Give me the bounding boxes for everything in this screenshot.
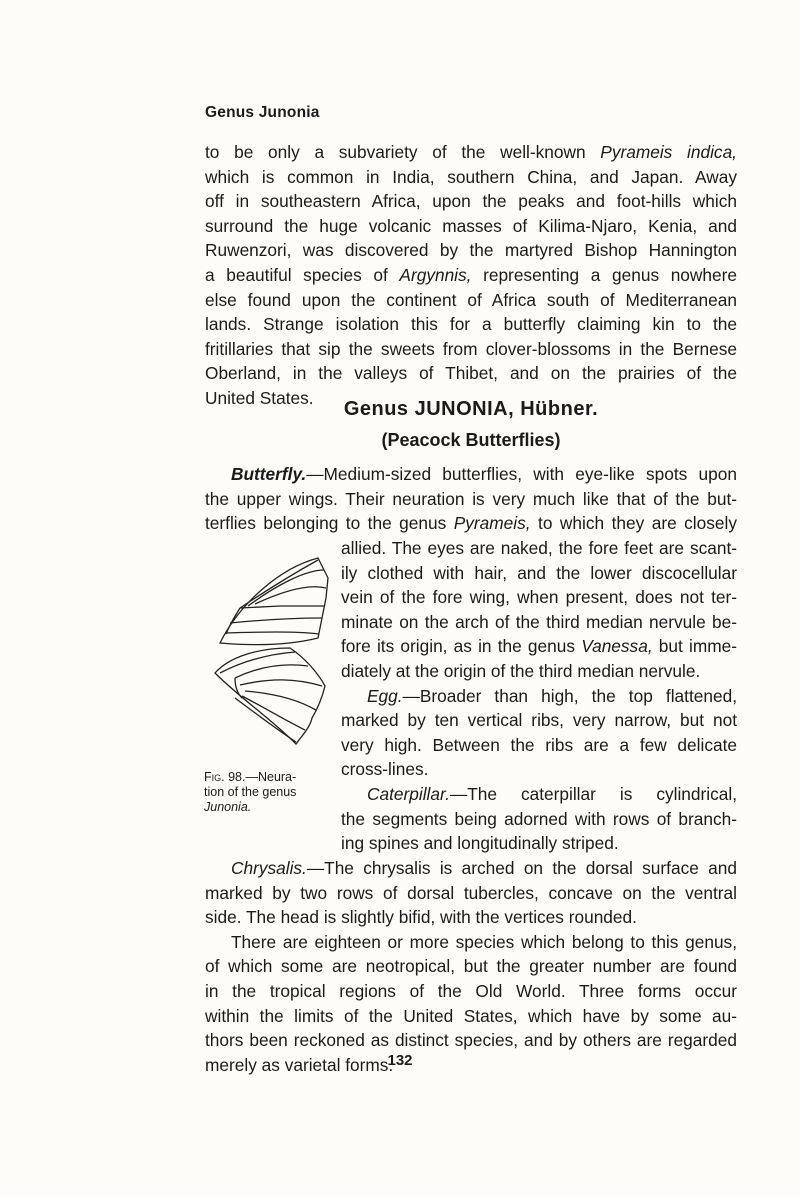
page-number: 132 (387, 1052, 413, 1069)
fore-wing-vein (225, 632, 319, 634)
figure-caption: Fig. 98.—Neura- tion of the genus Junonia. (204, 770, 297, 814)
hind-wing-vein (245, 691, 316, 710)
hind-wing-outline (215, 648, 325, 744)
genus-heading: Genus JUNONIA, Hübner. (343, 398, 599, 420)
fore-wing-vein (230, 618, 322, 623)
genus-subheading: (Peacock Butterflies) (381, 430, 561, 450)
wing-neuration-figure (200, 548, 335, 753)
hind-wing-vein (240, 680, 322, 686)
butterfly-paragraph-continued: allied. The eyes are naked, the fore feet are scant- ily clothed with hair, and the lower discocellular vein of the fore wing, when present, does not ter- minate on the arch of the third median nervule be- fore its origin, as in the genus Vanessa, but imme- diately at the origin of the third median nervule. Egg.—Broader than high, the top flattened, marked by ten vertical ribs, very narrow, but not very high. Between the ribs are a few delicate cross-lines. Caterpillar.—The caterpillar is cylindrical, the segments being adorned with rows of branch- ing spines and longitudinally striped. (341, 538, 738, 854)
fore-wing-vein (240, 560, 318, 608)
fore-wing-vein (248, 570, 324, 606)
hind-wing-vein (235, 665, 308, 678)
fore-wing-vein (255, 587, 326, 604)
chrysalis-paragraph: Chrysalis.—The chrysalis is arched on the dorsal surface and marked by two rows of dorsal tubercles, concave on the ventral side. The head is slightly bifid, with the vertices rounded. There are eighteen or more species which belong to this genus, of which some are neotropical, but the greater number are found in the tropical regions of the Old World. Three forms occur within the limits of the United States, which have by some au- thors been reckoned as distinct species, and by others are regarded merely as varietal forms. (205, 858, 737, 1075)
fore-wing-vein (226, 608, 240, 634)
running-head: Genus Junonia (205, 104, 320, 121)
fore-wing-vein (240, 606, 324, 608)
butterfly-paragraph: Butterfly.—Medium-sized butterflies, with eye-like spots upon the upper wings. Their neuration is very much like that of the but- terflies belonging to the genus Pyrameis, to which they are closely (205, 464, 737, 534)
intro-paragraph: to be only a subvariety of the well-known Pyrameis indica, which is common in India, southern China, and Japan. Away off in southeastern Africa, upon the peaks and foot-hills which surround the huge volcanic masses of Kilima-Njaro, Kenia, and Ruwenzori, was discovered by the martyred Bishop Hannington a beautiful species of Argynnis, representing a genus nowhere else found upon the continent of Africa south of Mediterranean lands. Strange isolation this for a butterfly claiming kin to the fritillaries that sip the sweets from clover-blossoms in the Bernese Oberland, in the valleys of Thibet, and on the prairies of the United States. (205, 142, 737, 408)
